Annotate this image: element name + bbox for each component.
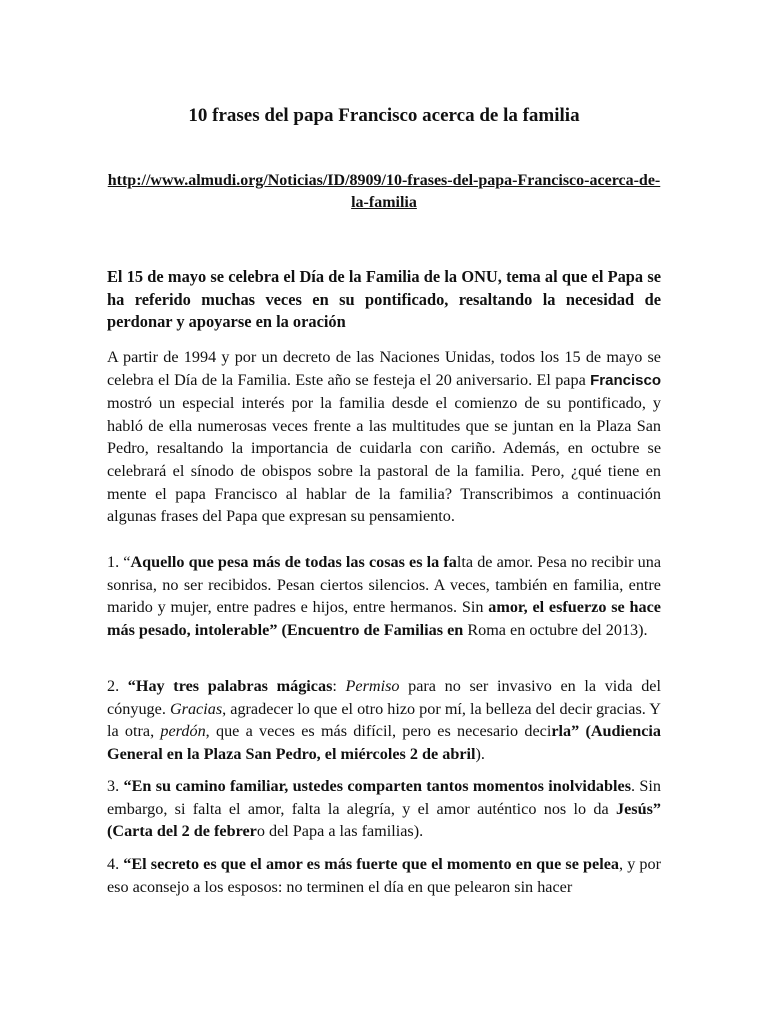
quote-number: 2.	[107, 677, 120, 695]
subheading: El 15 de mayo se celebra el Día de la Familia de la ONU, tema al que el Papa se ha referido muchas veces en su pontificado, resaltando la necesidad de perdonar y apoyarse en la oración	[107, 267, 661, 331]
intro-text-part1: A partir de 1994 y por un decreto de las Naciones Unidas, todos los 15 de mayo se celebra el Día de la Familia. Este año se festeja el 20 aniversario. El papa	[107, 348, 661, 389]
quote-tail: Roma en octubre del 2013).	[463, 620, 648, 639]
quote-colon: :	[332, 677, 346, 695]
quote-bold-start: Aquello que pesa más de todas las cosas es la fa	[130, 553, 457, 571]
intro-text-part2: mostró un especial interés por la familia desde el comienzo de su pontificado, y habló de ella numerosas veces frente a las multitudes que se juntan en la Plaza San Pedro, resaltando la importancia de cuidarla con cariño. Además, en octubre se celebrará el sínodo de obispos sobre la pastoral de la familia. Pero, ¿qué tiene en mente el papa Francisco al hablar de la familia? Transcribimos a continuación algunas frases del Papa que expresan su pensamiento.	[107, 394, 661, 526]
quote-text: , y por eso aconsejo a los esposos: no terminen el día en que pelearon sin hacer	[107, 855, 662, 896]
quote-number: 4.	[107, 855, 120, 873]
quote-3	[107, 775, 661, 843]
document-title: 10 frases del papa Francisco acerca de la familia	[188, 105, 580, 126]
quote-bold-end: amor, el esfuerzo se hace más pesado, intolerable” (Encuentro de Familias en	[107, 598, 661, 639]
source-link-paragraph	[107, 170, 661, 214]
quote-bold-end: Jesús” (Carta del 2 de febrer	[107, 799, 661, 841]
quote-text: , que a veces es más difícil, pero es necesario deci	[205, 722, 552, 741]
quote-2	[107, 675, 661, 765]
quote-text: para no ser invasivo en la vida del cónyuge.	[107, 677, 661, 718]
quote-open-mark: “	[119, 553, 131, 571]
quote-number: 1.	[107, 553, 120, 571]
quote-1	[107, 551, 661, 641]
quote-text: lta de amor. Pesa no recibir una sonrisa, no ser recibidos. Pesan ciertos silencios. A veces, también en familia, entre marido y mujer, entre padres e hijos, entre hermanos. Sin	[107, 553, 662, 617]
quote-bold-start: “En su camino familiar, ustedes comparten tantos momentos inolvidables	[119, 777, 632, 795]
quote-4	[107, 853, 661, 898]
quote-bold-end: rla” (Audiencia General en la Plaza San Pedro, el miércoles 2 de abril	[107, 722, 661, 763]
quote-bold-start: “Hay tres palabras mágicas	[119, 677, 333, 695]
source-link[interactable]: http://www.almudi.org/Noticias/ID/8909/10-frases-del-papa-Francisco-acerca-de-la-familia	[107, 172, 661, 211]
quote-italic-word: Permiso	[345, 677, 400, 695]
quote-tail: ).	[475, 744, 485, 763]
quote-tail: o del Papa a las familias).	[256, 822, 424, 841]
intro-name: Francisco	[590, 371, 661, 389]
document-page	[107, 0, 661, 1024]
quote-text: , agradecer lo que el otro hizo por mí, la belleza del decir gracias. Y la otra,	[107, 699, 661, 741]
quote-italic-word: Gracias	[169, 699, 223, 718]
quote-bold-start: “El secreto es que el amor es más fuerte que el momento en que se pelea	[119, 855, 620, 873]
quote-text: . Sin embargo, si falta el amor, falta la alegría, y el amor auténtico nos lo da	[107, 777, 661, 818]
intro-paragraph	[107, 346, 661, 528]
quote-italic-word: perdón	[160, 722, 206, 741]
quote-number: 3.	[107, 777, 120, 795]
